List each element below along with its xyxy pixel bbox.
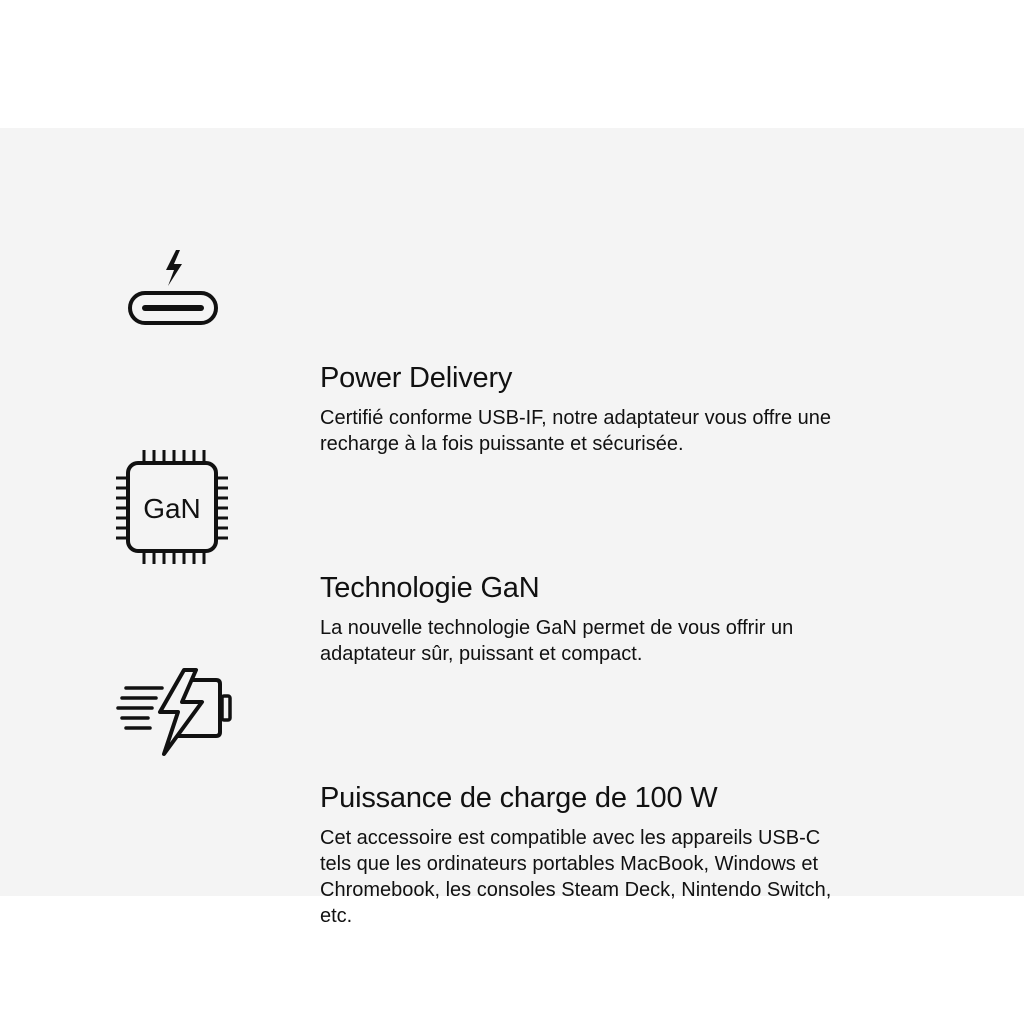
fast-charge-battery-icon	[104, 658, 244, 788]
gan-chip-label: GaN	[143, 493, 201, 524]
feature-title: Power Delivery	[320, 362, 513, 394]
feature-description: Cet accessoire est compatible avec les appareils USB-C tels que les ordinateurs portables MacBook, Windows et Chromebook, les consoles Steam Deck, Nintendo Switch, etc.	[320, 827, 832, 927]
feature-description: Certifié conforme USB-IF, notre adaptateur vous offre une recharge à la fois puissante et sécurisée.	[320, 407, 832, 455]
feature-description: La nouvelle technologie GaN permet de vous offrir un adaptateur sûr, puissant et compact.	[320, 617, 794, 665]
feature-title: Puissance de charge de 100 W	[320, 782, 718, 814]
feature-text-charging-power	[320, 782, 840, 929]
usb-c-power-icon	[104, 246, 244, 376]
features-panel	[0, 128, 1024, 927]
feature-text-power-delivery	[320, 362, 840, 457]
feature-title: Technologie GaN	[320, 572, 540, 604]
feature-text-gan-technology	[320, 572, 840, 667]
gan-chip-icon	[104, 448, 244, 578]
